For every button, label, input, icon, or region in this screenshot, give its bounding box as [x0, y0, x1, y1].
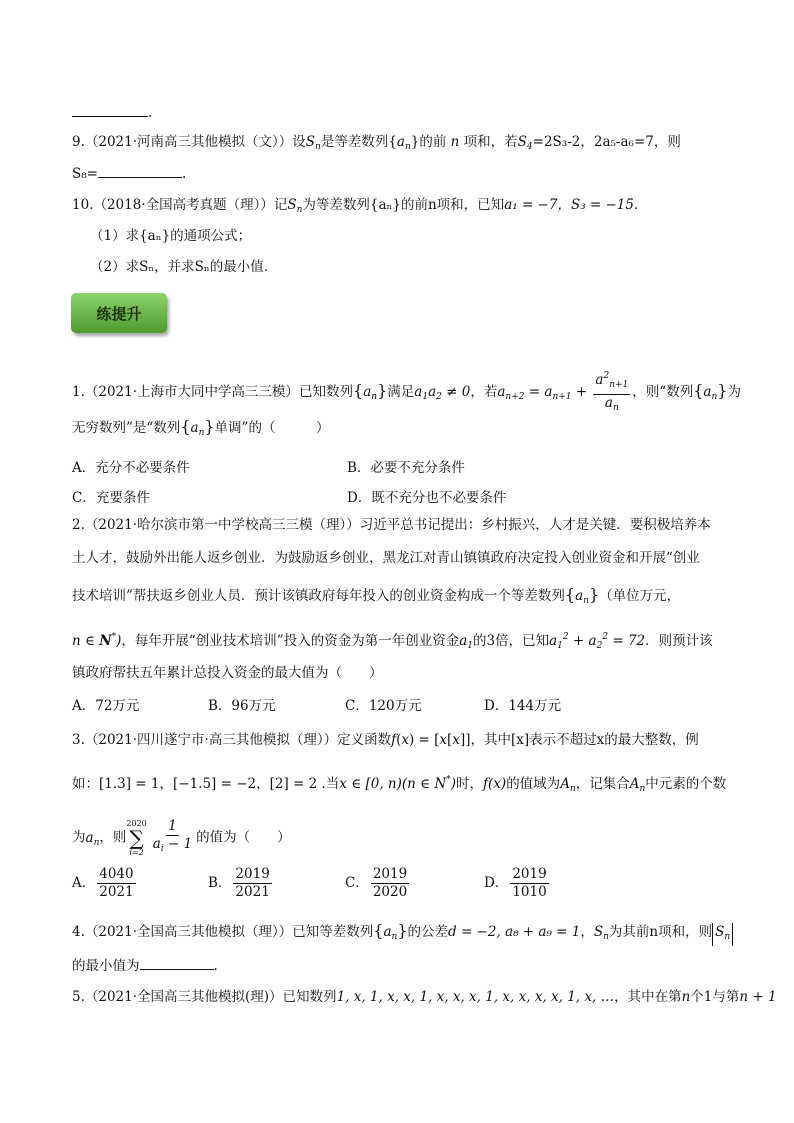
option-c[interactable]: C． $\frac{2019}{2020}$: [345, 866, 408, 900]
fraction: $\frac{1}{a_i - 1}$: [152, 818, 193, 854]
problem-5-line-1: 5.（2021·全国高三其他模拟(理)）已知数列1, x, 1, x, x, 1, x, x, x, 1, x, x, x, x, 1, x, …，其中在第n个1与第n + 1: [72, 989, 777, 1005]
problem-4-line-1: 4.（2021·全国高三其他模拟（理））已知等差数列$\{a_n\}$的公差d = −2, a₈ + a₉ = 1，$S_n$为其前n项和，则 $S_n$: [72, 922, 733, 946]
question-10-part-1: （1）求{aₙ}的通项公式；: [90, 228, 252, 244]
problem-2-line-4: n ∈ N*)，每年开展“创业技术培训”投入的资金为第一年创业资金$a_1$的3倍，已知$a_1^2 + a_2^2 = 72$．则预计该: [72, 632, 713, 651]
option-b[interactable]: B．96万元: [208, 698, 276, 714]
option-a[interactable]: A．72万元: [72, 698, 140, 714]
option-b[interactable]: B．必要不充分条件: [347, 460, 465, 476]
question-10: 10.（2018·全国高考真题（理））记$S_n$为等差数列{aₙ}的前n项和，已知a₁ = −7，S₃ = −15．: [72, 197, 648, 215]
problem-2-line-3: 技术培训”帮扶返乡创业人员．预计该镇政府每年投入的创业资金构成一个等差数列$\{a_n\}$（单位万元，: [72, 585, 681, 606]
problem-1-line-2: 无穷数列”是“数列$\{a_n\}$单调”的（ ）: [72, 417, 330, 438]
option-b[interactable]: B． $\frac{2019}{2021}$: [208, 866, 270, 900]
option-d[interactable]: D．144万元: [484, 698, 562, 714]
problem-2-line-5: 镇政府帮扶五年累计总投入资金的最大值为（ ）: [72, 665, 383, 681]
problem-4-line-2: 的最小值为 .: [72, 958, 218, 974]
option-c[interactable]: C．120万元: [345, 698, 422, 714]
problem-2-line-2: 土人才，鼓励外出能人返乡创业．为鼓励返乡创业，黑龙江对青山镇镇政府决定投入创业资金和开展“创业: [72, 550, 700, 566]
answer-blank-line: .: [72, 104, 152, 122]
problem-3-line-3: 为$a_n$，则 2020 ∑ i=2 $\frac{1}{a_i - 1}$ 的值为（ ）: [72, 818, 291, 857]
problem-2-line-1: 2.（2021·哈尔滨市第一中学校高三三模（理））习近平总书记提出：乡村振兴，人才是关键．要积极培养本: [72, 517, 711, 533]
option-d[interactable]: D．既不充分也不必要条件: [347, 490, 507, 506]
problem-1: 1.（2021·上海市大同中学高三三模）已知数列$\{a_n\}$满足$a_1a_2 \ne 0$，若$a_{n+2} = a_{n+1}$ + $\frac{a^2_{n+1}}{a_n}$ ，则“数列$\{a_n\}$为: [72, 368, 741, 417]
problem-3-line-1: 3.（2021·四川遂宁市·高三其他模拟（理））定义函数f(x) = [x[x]]，其中[x]表示不超过x的最大整数，例: [72, 732, 699, 748]
summation: 2020 ∑ i=2: [126, 819, 147, 857]
section-badge: 练提升: [71, 293, 167, 333]
option-d[interactable]: D． $\frac{2019}{1010}$: [484, 866, 547, 900]
fraction: $\frac{a^2_{n+1}}{a_n}$: [593, 368, 630, 417]
option-c[interactable]: C．充要条件: [72, 490, 150, 506]
answer-blank: [98, 165, 182, 178]
question-9-answer: S₈= .: [72, 166, 187, 182]
answer-blank: [140, 957, 214, 970]
question-9: 9.（2021·河南高三其他模拟（文））设$S_n$是等差数列$\{a_n\}$的前 n 项和，若$S_4=2S_3-2$，2a₅-a₆=7，则: [72, 134, 681, 152]
option-a[interactable]: A．充分不必要条件: [72, 460, 190, 476]
question-10-part-2: （2）求Sₙ，并求Sₙ的最小值．: [90, 259, 278, 275]
option-a[interactable]: A． $\frac{4040}{2021}$: [72, 866, 134, 900]
answer-blank: [72, 104, 148, 117]
problem-3-line-2: 如：[1.3] = 1，[−1.5] = −2，[2] = 2 .当x ∈ [0, n)(n ∈ N*)时，f(x)的值域为$A_n$，记集合$A_n$中元素的个数: [72, 775, 727, 794]
